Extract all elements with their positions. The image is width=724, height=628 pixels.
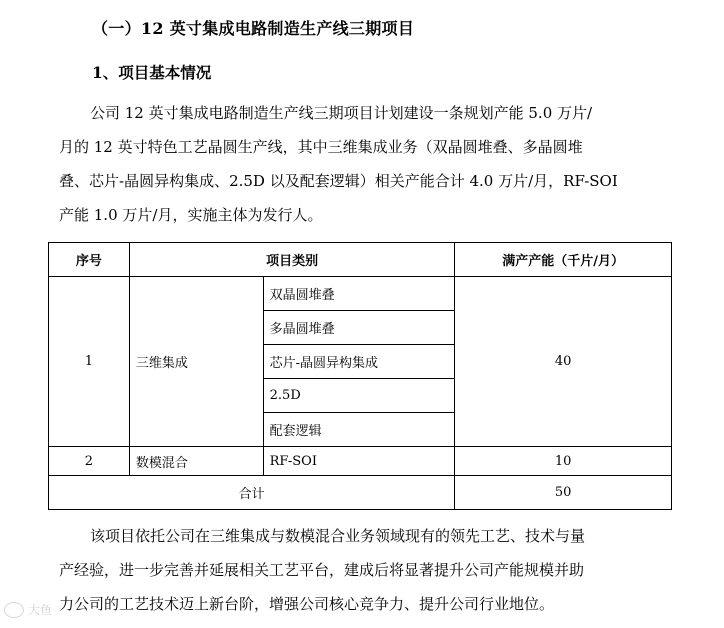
subsection-heading: 1、项目基本情况	[92, 63, 212, 82]
table-total-row	[49, 476, 672, 510]
paragraph-line: 该项目依托公司在三维集成与数模混合业务领域现有的领先工艺、技术与量	[90, 527, 586, 545]
header-category: 项目类别	[129, 243, 454, 277]
watermark-text: 大鱼	[28, 603, 53, 617]
row-capacity: 10	[455, 447, 672, 476]
row-category: 数模混合	[129, 447, 263, 476]
row-no: 2	[49, 447, 130, 476]
intro-paragraph	[59, 96, 671, 232]
row-category: 三维集成	[129, 277, 263, 447]
section-heading: （一）12 英寸集成电路制造生产线三期项目	[92, 19, 415, 38]
row-capacity: 40	[455, 277, 672, 447]
watermark	[4, 601, 52, 618]
capacity-table	[48, 242, 672, 510]
row-subitem: 双晶圆堆叠	[263, 277, 455, 311]
table-row	[49, 447, 672, 476]
paragraph-line: 叠、芯片-晶圆异构集成、2.5D 以及配套逻辑）相关产能合计 4.0 万片/月，RF-SOI	[59, 172, 618, 190]
header-capacity: 满产产能（千片/月）	[455, 243, 672, 277]
row-subitem: RF-SOI	[263, 447, 455, 476]
table-row	[49, 277, 672, 311]
row-subitem: 2.5D	[263, 379, 455, 413]
paragraph-line: 产能 1.0 万片/月，实施主体为发行人。	[59, 206, 323, 224]
paragraph-line: 力公司的工艺技术迈上新台阶，增强公司核心竞争力、提升公司行业地位。	[59, 595, 555, 613]
row-subitem: 配套逻辑	[263, 413, 455, 447]
total-label: 合计	[49, 476, 455, 510]
header-no: 序号	[49, 243, 130, 277]
watermark-logo-icon	[4, 602, 24, 618]
row-no: 1	[49, 277, 130, 447]
row-subitem: 多晶圆堆叠	[263, 311, 455, 345]
conclusion-paragraph	[59, 519, 671, 621]
paragraph-line: 公司 12 英寸集成电路制造生产线三期项目计划建设一条规划产能 5.0 万片/	[90, 104, 593, 122]
row-subitem: 芯片-晶圆异构集成	[263, 345, 455, 379]
total-value: 50	[455, 476, 672, 510]
table-header-row	[49, 243, 672, 277]
paragraph-line: 月的 12 英寸特色工艺晶圆生产线，其中三维集成业务（双晶圆堆叠、多晶圆堆	[59, 138, 583, 156]
paragraph-line: 产经验，进一步完善并延展相关工艺平台，建成后将显著提升公司产能规模并助	[59, 561, 585, 579]
